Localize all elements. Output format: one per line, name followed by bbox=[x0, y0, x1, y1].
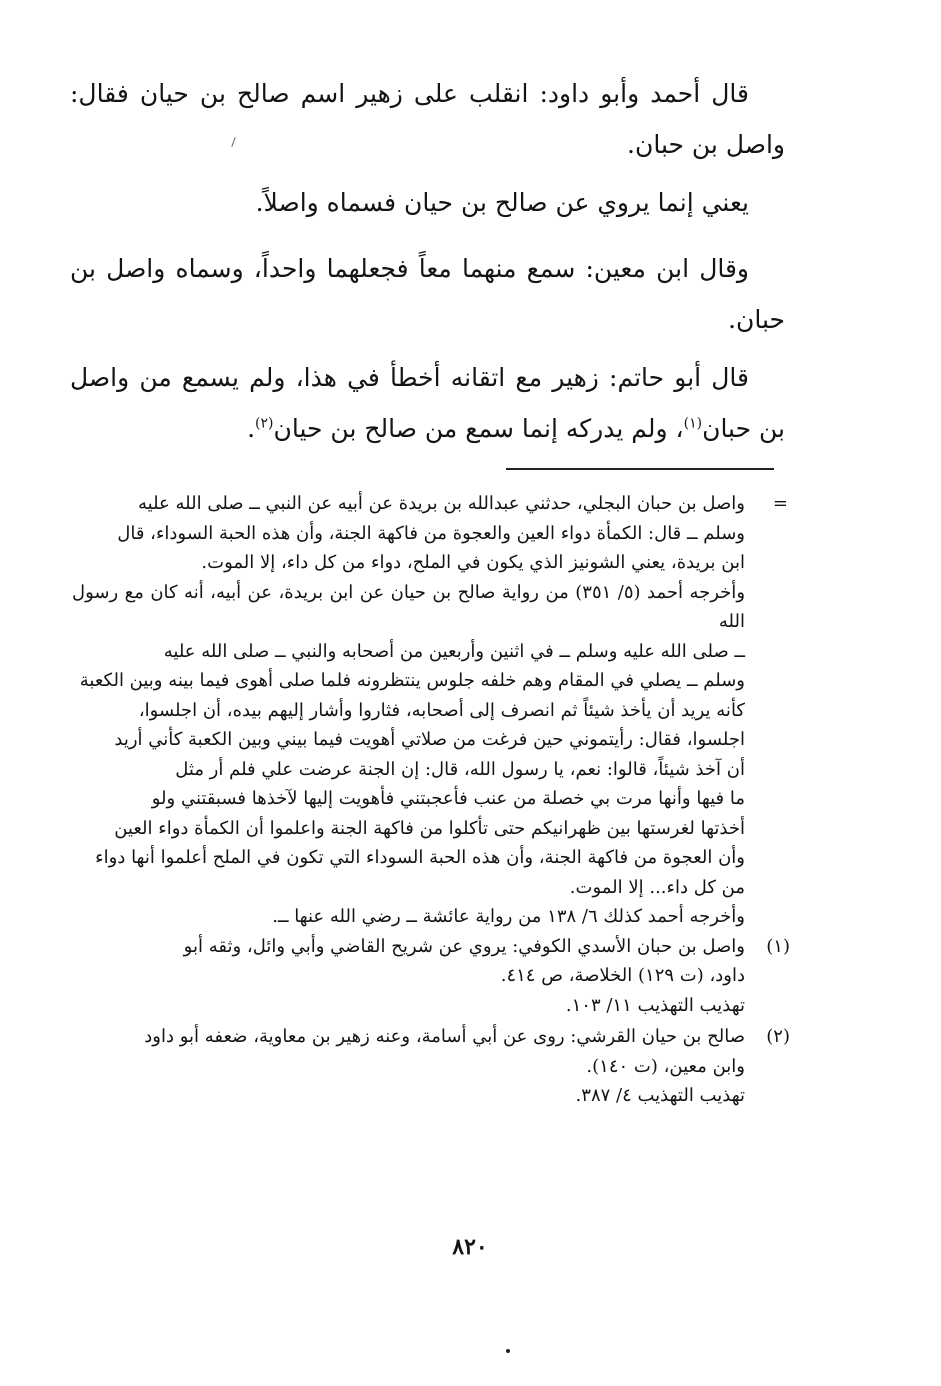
footnote-line: وابن معين، (ت ١٤٠). bbox=[586, 1055, 745, 1077]
footnote-line: كأنه يريد أن يأخذ شيئاً ثم انصرف إلى أصحابه، فثاروا وأشار إليهم بيده، أن اجلسوا، bbox=[138, 699, 745, 721]
footnote-line: اجلسوا، فقال: رأيتموني حين فرغت من صلاتي أهويت فيما بيني وبين الكعبة كأني أريد bbox=[114, 729, 745, 750]
scan-speck bbox=[506, 1349, 510, 1353]
footnotes-section bbox=[72, 489, 790, 1111]
footnote-line: من كل داء... إلا الموت. bbox=[569, 876, 745, 898]
footnote-line: ابن بريدة، يعني الشونيز الذي يكون في الملح، دواء من كل داء، إلا الموت. bbox=[201, 552, 745, 573]
footnote-line: وأن العجوة من فاكهة الجنة، وأن هذه الحبة السوداء التي تكون في الملح أعلموا أنها دواء bbox=[95, 847, 745, 868]
footnote-line: ما فيها وأنها مرت بي خصلة من عنب فأعجبتني فأهويت إليها لآخذها فسبقتني ولو bbox=[151, 788, 745, 809]
continuation-marker: = bbox=[772, 493, 788, 514]
footnote-1 bbox=[72, 932, 790, 1021]
footnote-line: واصل بن حبان البجلي، حدثني عبدالله بن بريدة عن أبيه عن النبي ــ صلى الله عليه bbox=[138, 493, 745, 514]
main-paragraph-1: قال أحمد وأبو داود: انقلب على زهير اسم صالح بن حيان فقال: واصل بن حبان. bbox=[70, 79, 785, 159]
footnote-2 bbox=[72, 1022, 790, 1111]
footnote-line: وسلم ــ قال: الكمأة دواء العين والعجوة من فاكهة الجنة، وأن هذه الحبة السوداء، قال bbox=[117, 522, 745, 544]
footnote-line: أخذتها لغرستها بين ظهرانيكم حتى تأكلوا من فاكهة الجنة واعلموا أن الكمأة دواء العين bbox=[114, 817, 745, 839]
page-number: ٨٢٠ bbox=[452, 1234, 488, 1260]
footnote-line: تهذيب التهذيب ٤/ ٣٨٧. bbox=[575, 1085, 745, 1106]
continued-footnote bbox=[72, 489, 790, 932]
footnote-number: (٢) bbox=[766, 1026, 790, 1047]
footnote-line: أن آخذ شيئاً، قالوا: نعم، يا رسول الله، قال: إن الجنة عرضت علي فلم أر مثل bbox=[175, 758, 745, 780]
footnote-line: وأخرجه أحمد (٥/ ٣٥١) من رواية صالح بن حيان عن ابن بريدة، عن أبيه، أنه كان مع رسول الله bbox=[72, 581, 746, 632]
main-paragraph-3: وقال ابن معين: سمع منهما معاً فجعلهما واحداً، وسماه واصل بن حبان. bbox=[70, 254, 785, 334]
footnote-line: وسلم ــ يصلي في المقام وهم خلفه جلوس ينتظرونه فلما صلى أهوى فيما بينه وبين الكعبة bbox=[79, 670, 745, 691]
footnote-line: داود، (ت ١٢٩) الخلاصة، ص ٤١٤. bbox=[500, 965, 745, 986]
footnote-line: ــ صلى الله عليه وسلم ــ في اثنين وأربعين من أصحابه والنبي ــ صلى الله عليه bbox=[163, 640, 745, 662]
footnote-line: تهذيب التهذيب ١١/ ١٠٣. bbox=[565, 994, 745, 1016]
main-paragraph-2: يعني إنما يروي عن صالح بن حيان فسماه واصلاً. bbox=[255, 188, 749, 217]
footnote-line: واصل بن حبان الأسدي الكوفي: يروي عن شريح القاضي وأبي وائل، وثقه أبو bbox=[183, 935, 745, 957]
main-paragraph-4: قال أبو حاتم: زهير مع اتقانه أخطأ في هذا، ولم يسمع من واصل بن حبان$^{(١)}$، ولم يدركه إنما سمع من صالح بن حيان$^{(٢)}$. bbox=[70, 363, 785, 443]
footnote-number: (١) bbox=[766, 935, 790, 957]
footnote-separator bbox=[506, 468, 774, 470]
footnote-ref-1: (١) bbox=[683, 415, 703, 432]
footnote-ref-2: (٢) bbox=[255, 415, 274, 432]
footnote-line: صالح بن حيان القرشي: روى عن أبي أسامة، وعنه زهير بن معاوية، ضعفه أبو داود bbox=[144, 1026, 745, 1047]
footnote-line: وأخرجه أحمد كذلك ٦/ ١٣٨ من رواية عائشة ــ رضي الله عنها ــ. bbox=[272, 906, 745, 927]
